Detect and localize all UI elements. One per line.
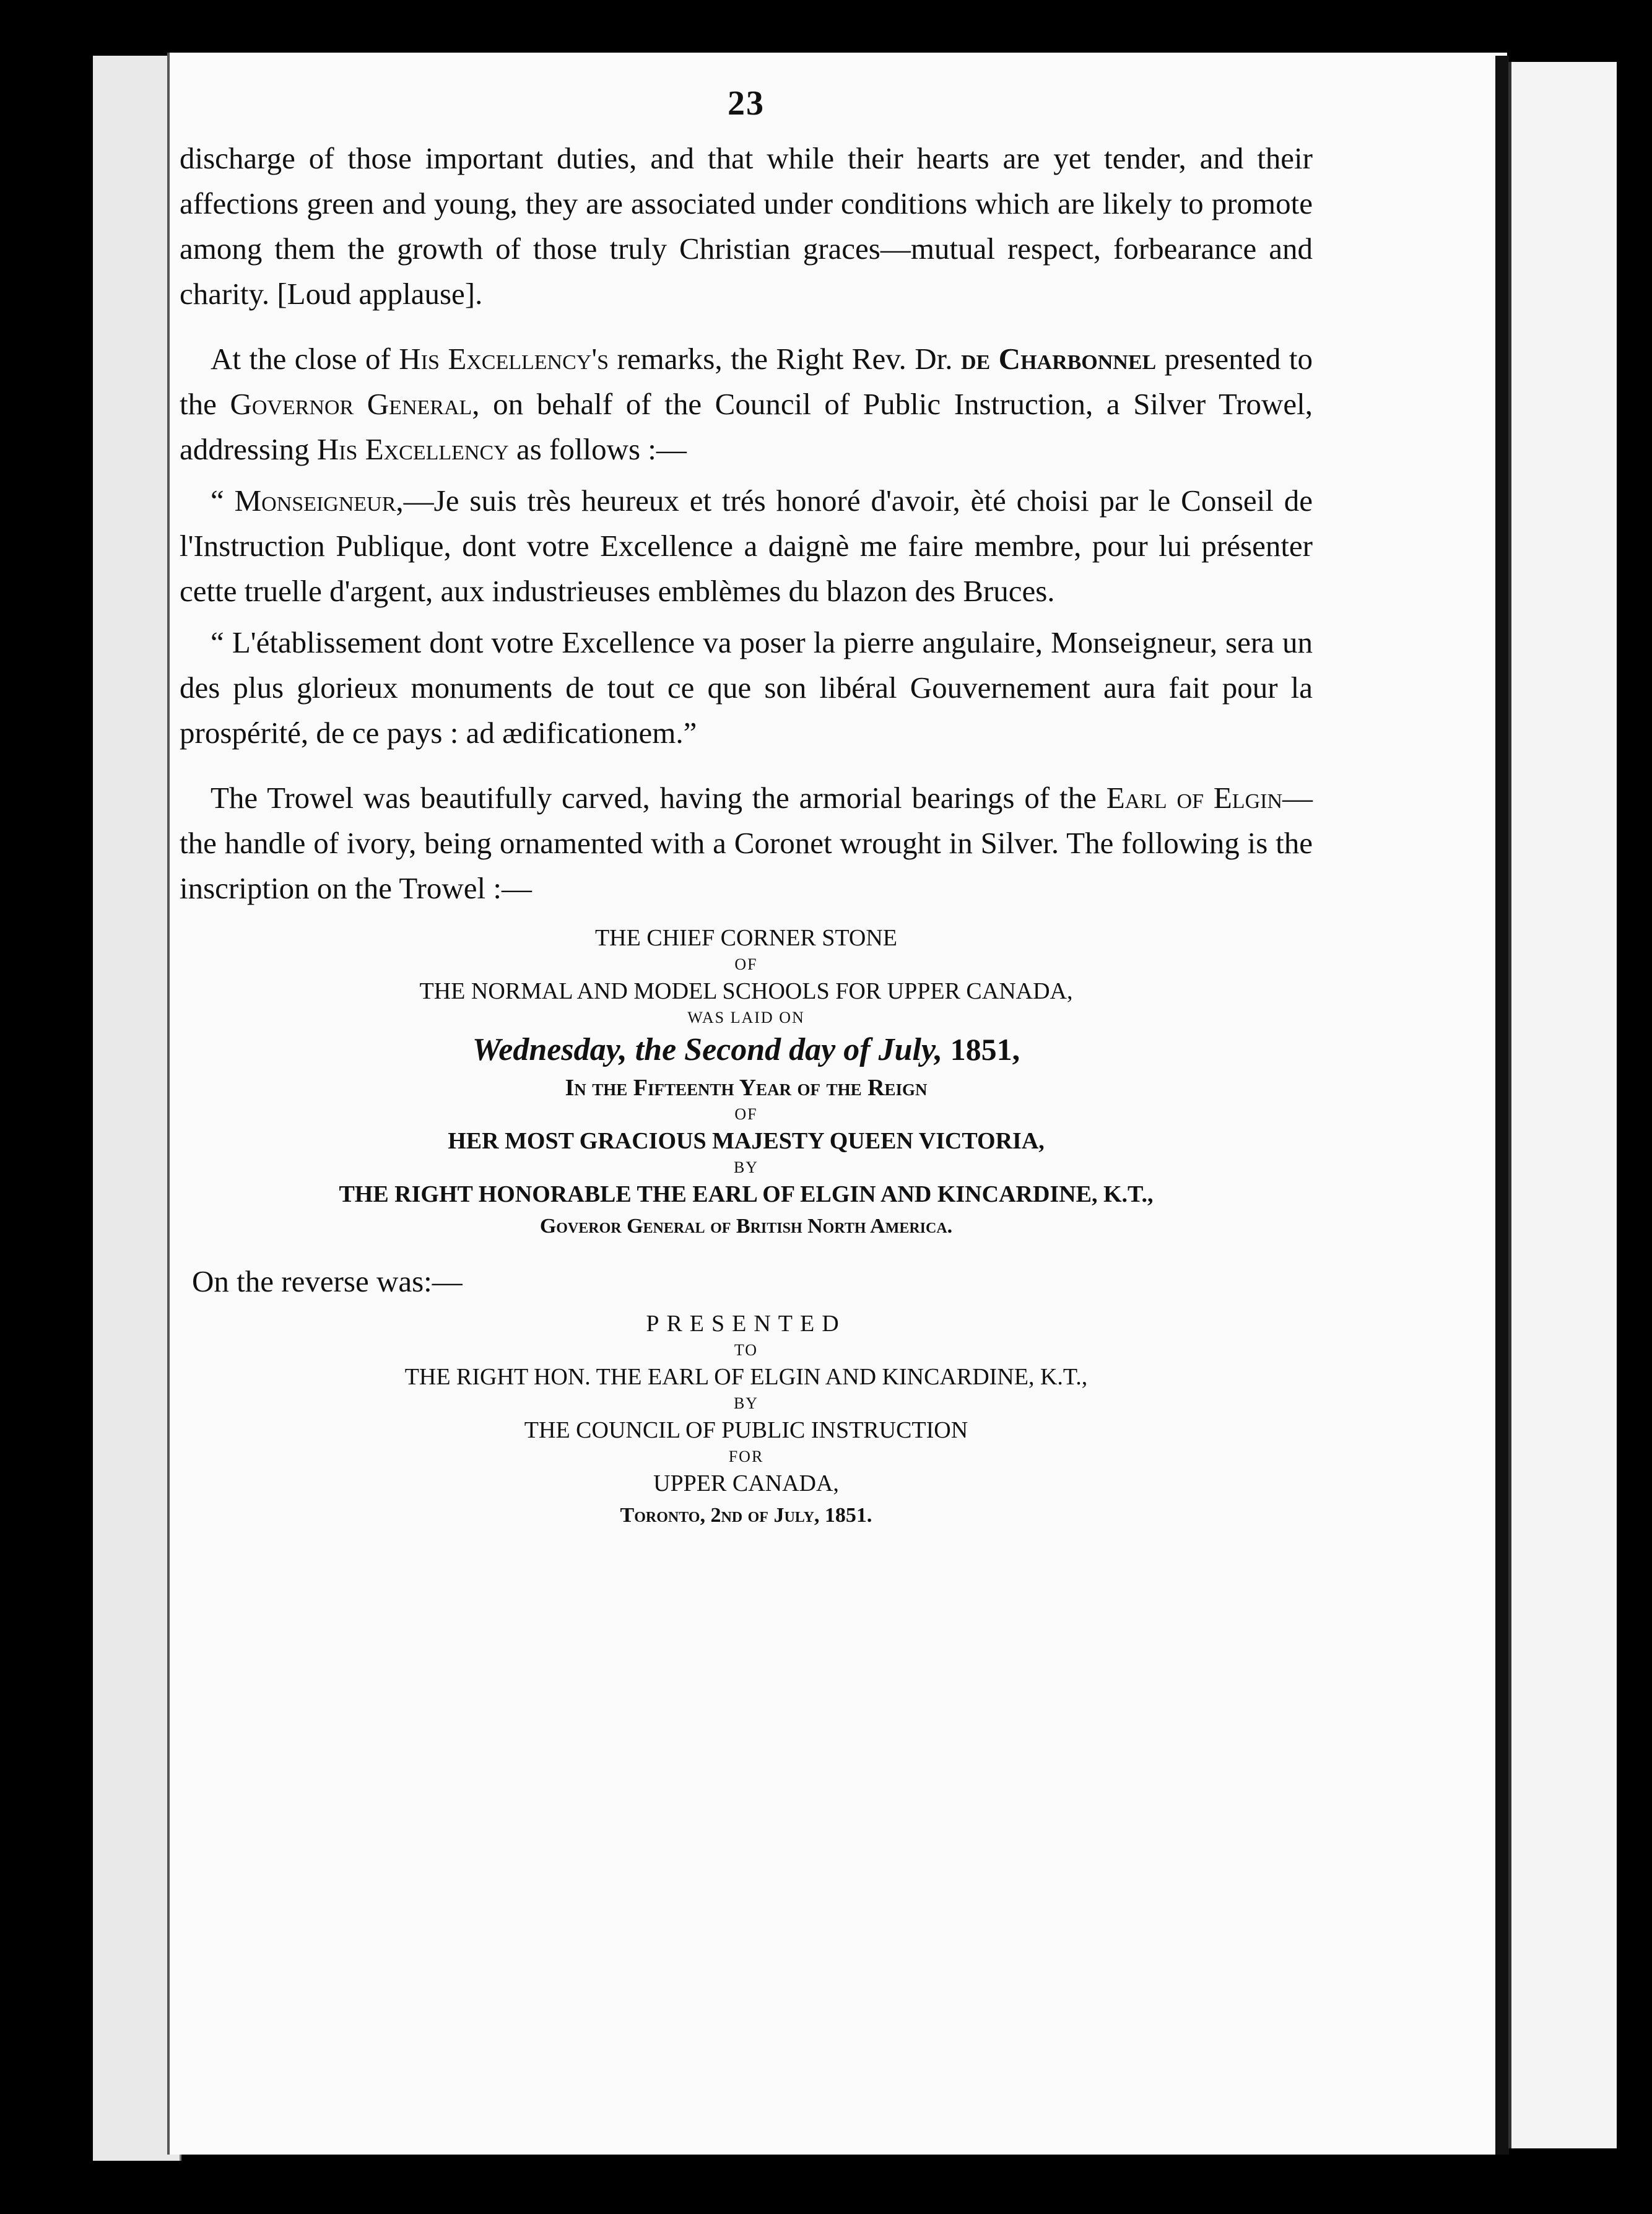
book-gutter [1495, 56, 1509, 2155]
paragraph-1: discharge of those important duties, and that while their hearts are yet tender, and their affections green and young, they are associated under conditions which are likely to promote among them the growth of those truly Christian graces—mutual respect, forbearance and charity. [Loud applause]. [180, 141, 1313, 311]
inscription-line: OF [734, 955, 758, 973]
reverse-line: UPPER CANADA, [653, 1470, 839, 1496]
inscription-line: THE CHIEF CORNER STONE [594, 925, 898, 951]
inscription-line: In the Fifteenth Year of the Reign [565, 1075, 928, 1101]
inscription-line: WAS LAID ON [687, 1009, 805, 1027]
inscription-line: THE NORMAL AND MODEL SCHOOLS FOR UPPER CANADA, [419, 978, 1073, 1004]
inscription-date-line: Wednesday, the Second day of July, 1851, [472, 1032, 1020, 1067]
reverse-line: THE RIGHT HON. THE EARL OF ELGIN AND KINCARDINE, K.T., [404, 1364, 1088, 1390]
paragraph-2: At the close of His Excellency's remarks, the Right Rev. Dr. de Charbonnel presented to the Governor General, on behalf of the Council of Public Instruction, a Silver Trowel, addressing His Excellency as follows :— [180, 342, 1313, 466]
reverse-line: TO [734, 1341, 759, 1359]
inscription-line: Goveror General of British North America. [539, 1215, 953, 1238]
page-number: 23 [728, 84, 765, 123]
book-page-edges [93, 56, 180, 2161]
reverse-line: Toronto, 2nd of July, 1851. [620, 1504, 872, 1527]
paragraph-3: “ Monseigneur,—Je suis très heureux et trés honoré d'avoir, èté choisi par le Conseil de l'Instruction Publique, dont votre Excellence a daignè me faire membre, pour lui présenter cette truelle d'argent, aux industrieuses emblèmes du blazon des Bruces. [180, 484, 1313, 608]
reverse-line: BY [733, 1394, 759, 1412]
paragraph-6: On the reverse was:— [192, 1264, 463, 1298]
paragraph-4: “ L'établissement dont votre Excellence va poser la pierre angulaire, Monseigneur, sera un des plus glorieux monuments de tout ce que son libéral Gouvernement aura fait pour la prospérité, de ce pays : ad ædificationem.” [180, 625, 1313, 750]
inscription-line: THE RIGHT HONORABLE THE EARL OF ELGIN AND KINCARDINE, K.T., [339, 1181, 1154, 1207]
page-content [180, 84, 1313, 1532]
inscription-line: BY [733, 1158, 759, 1176]
trowel-inscription [180, 922, 1313, 1243]
facing-page [1508, 62, 1617, 2148]
reverse-line: THE COUNCIL OF PUBLIC INSTRUCTION [524, 1417, 968, 1443]
inscription-line: HER MOST GRACIOUS MAJESTY QUEEN VICTORIA, [448, 1128, 1045, 1154]
inscription-line: OF [734, 1105, 758, 1123]
reverse-line: FOR [728, 1448, 764, 1465]
paragraph-5: The Trowel was beautifully carved, having the armorial bearings of the Earl of Elgin—the handle of ivory, being ornamented with a Coronet wrought in Silver. The following is the inscription on the Trowel :— [180, 781, 1313, 905]
reverse-line: PRESENTED [646, 1311, 846, 1337]
reverse-inscription [180, 1308, 1313, 1532]
